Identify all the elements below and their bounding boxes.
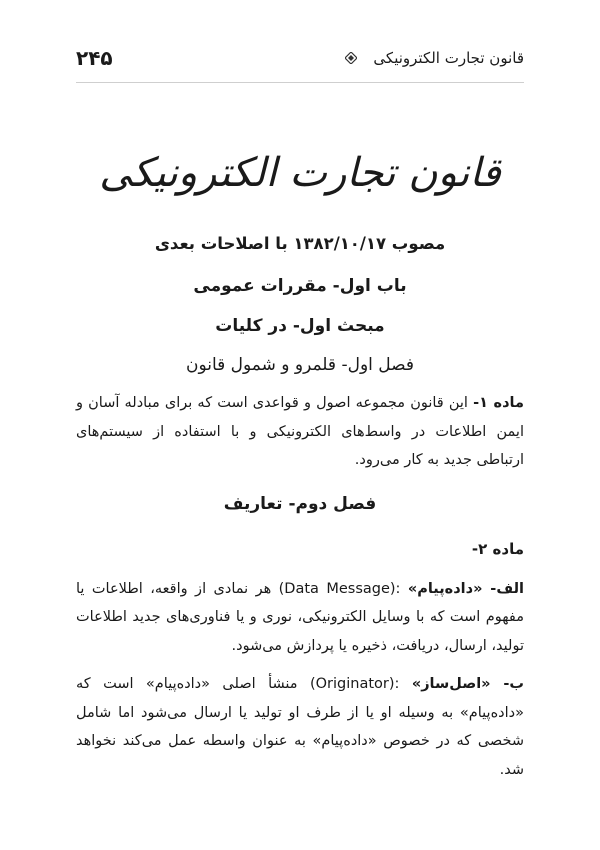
subsection-heading: مبحث اول- در کلیات	[215, 316, 385, 336]
article-1-paragraph	[76, 389, 524, 475]
definition-a-label: الف- «داده‌پیام»	[407, 580, 524, 597]
running-header	[76, 44, 524, 72]
page-body	[76, 138, 524, 784]
definition-b-paragraph	[76, 670, 524, 784]
page-number: ۲۴۵	[76, 46, 113, 70]
chapter-heading: باب اول- مقررات عمومی	[193, 276, 407, 296]
section-heading-2: فصل دوم- تعاریف	[223, 493, 377, 514]
definition-a-term: (Data Message):	[278, 580, 401, 597]
law-title: قانون تجارت الکترونیکی	[99, 150, 501, 196]
definition-a-text: هر نمادی از واقعه، اطلاعات یا مفهوم است که با وسایل الکترونیکی، نوری و یا فناوری‌های جدید اطلاعات تولید، ارسال، دریافت، ذخیره یا پردازش می‌شود.	[76, 580, 524, 654]
approval-line: مصوب ۱۳۸۲/۱۰/۱۷ با اصلاحات بعدی	[154, 234, 446, 253]
definition-b-label: ب- «اصل‌ساز»	[411, 676, 524, 692]
section-heading-1: فصل اول- قلمرو و شمول قانون	[185, 355, 415, 375]
header-divider	[76, 82, 524, 83]
article-1-label: ماده ۱-	[473, 395, 524, 411]
definition-b-text: منشأ اصلی «داده‌پیام» است که «داده‌پیام» به وسیله او یا از طرف او تولید یا ارسال می‌شود اما شامل شخصی که در خصوص «داده‌پیام» به عنوان واسطه عمل می‌کند نخواهد شد.	[76, 676, 524, 778]
running-title: قانون تجارت الکترونیکی	[373, 49, 524, 67]
definition-b-term: (Originator):	[309, 676, 400, 692]
diamond-ornament-icon	[345, 52, 357, 64]
article-1-text: این قانون مجموعه اصول و قواعدی است که برای مبادله آسان و ایمن اطلاعات در واسط‌های الکترونیکی و با استفاده از سیستم‌های ارتباطی جدید به کار می‌رود.	[76, 395, 524, 468]
article-2-label: ماده ۲-	[471, 539, 524, 558]
definition-a-paragraph	[76, 575, 524, 661]
